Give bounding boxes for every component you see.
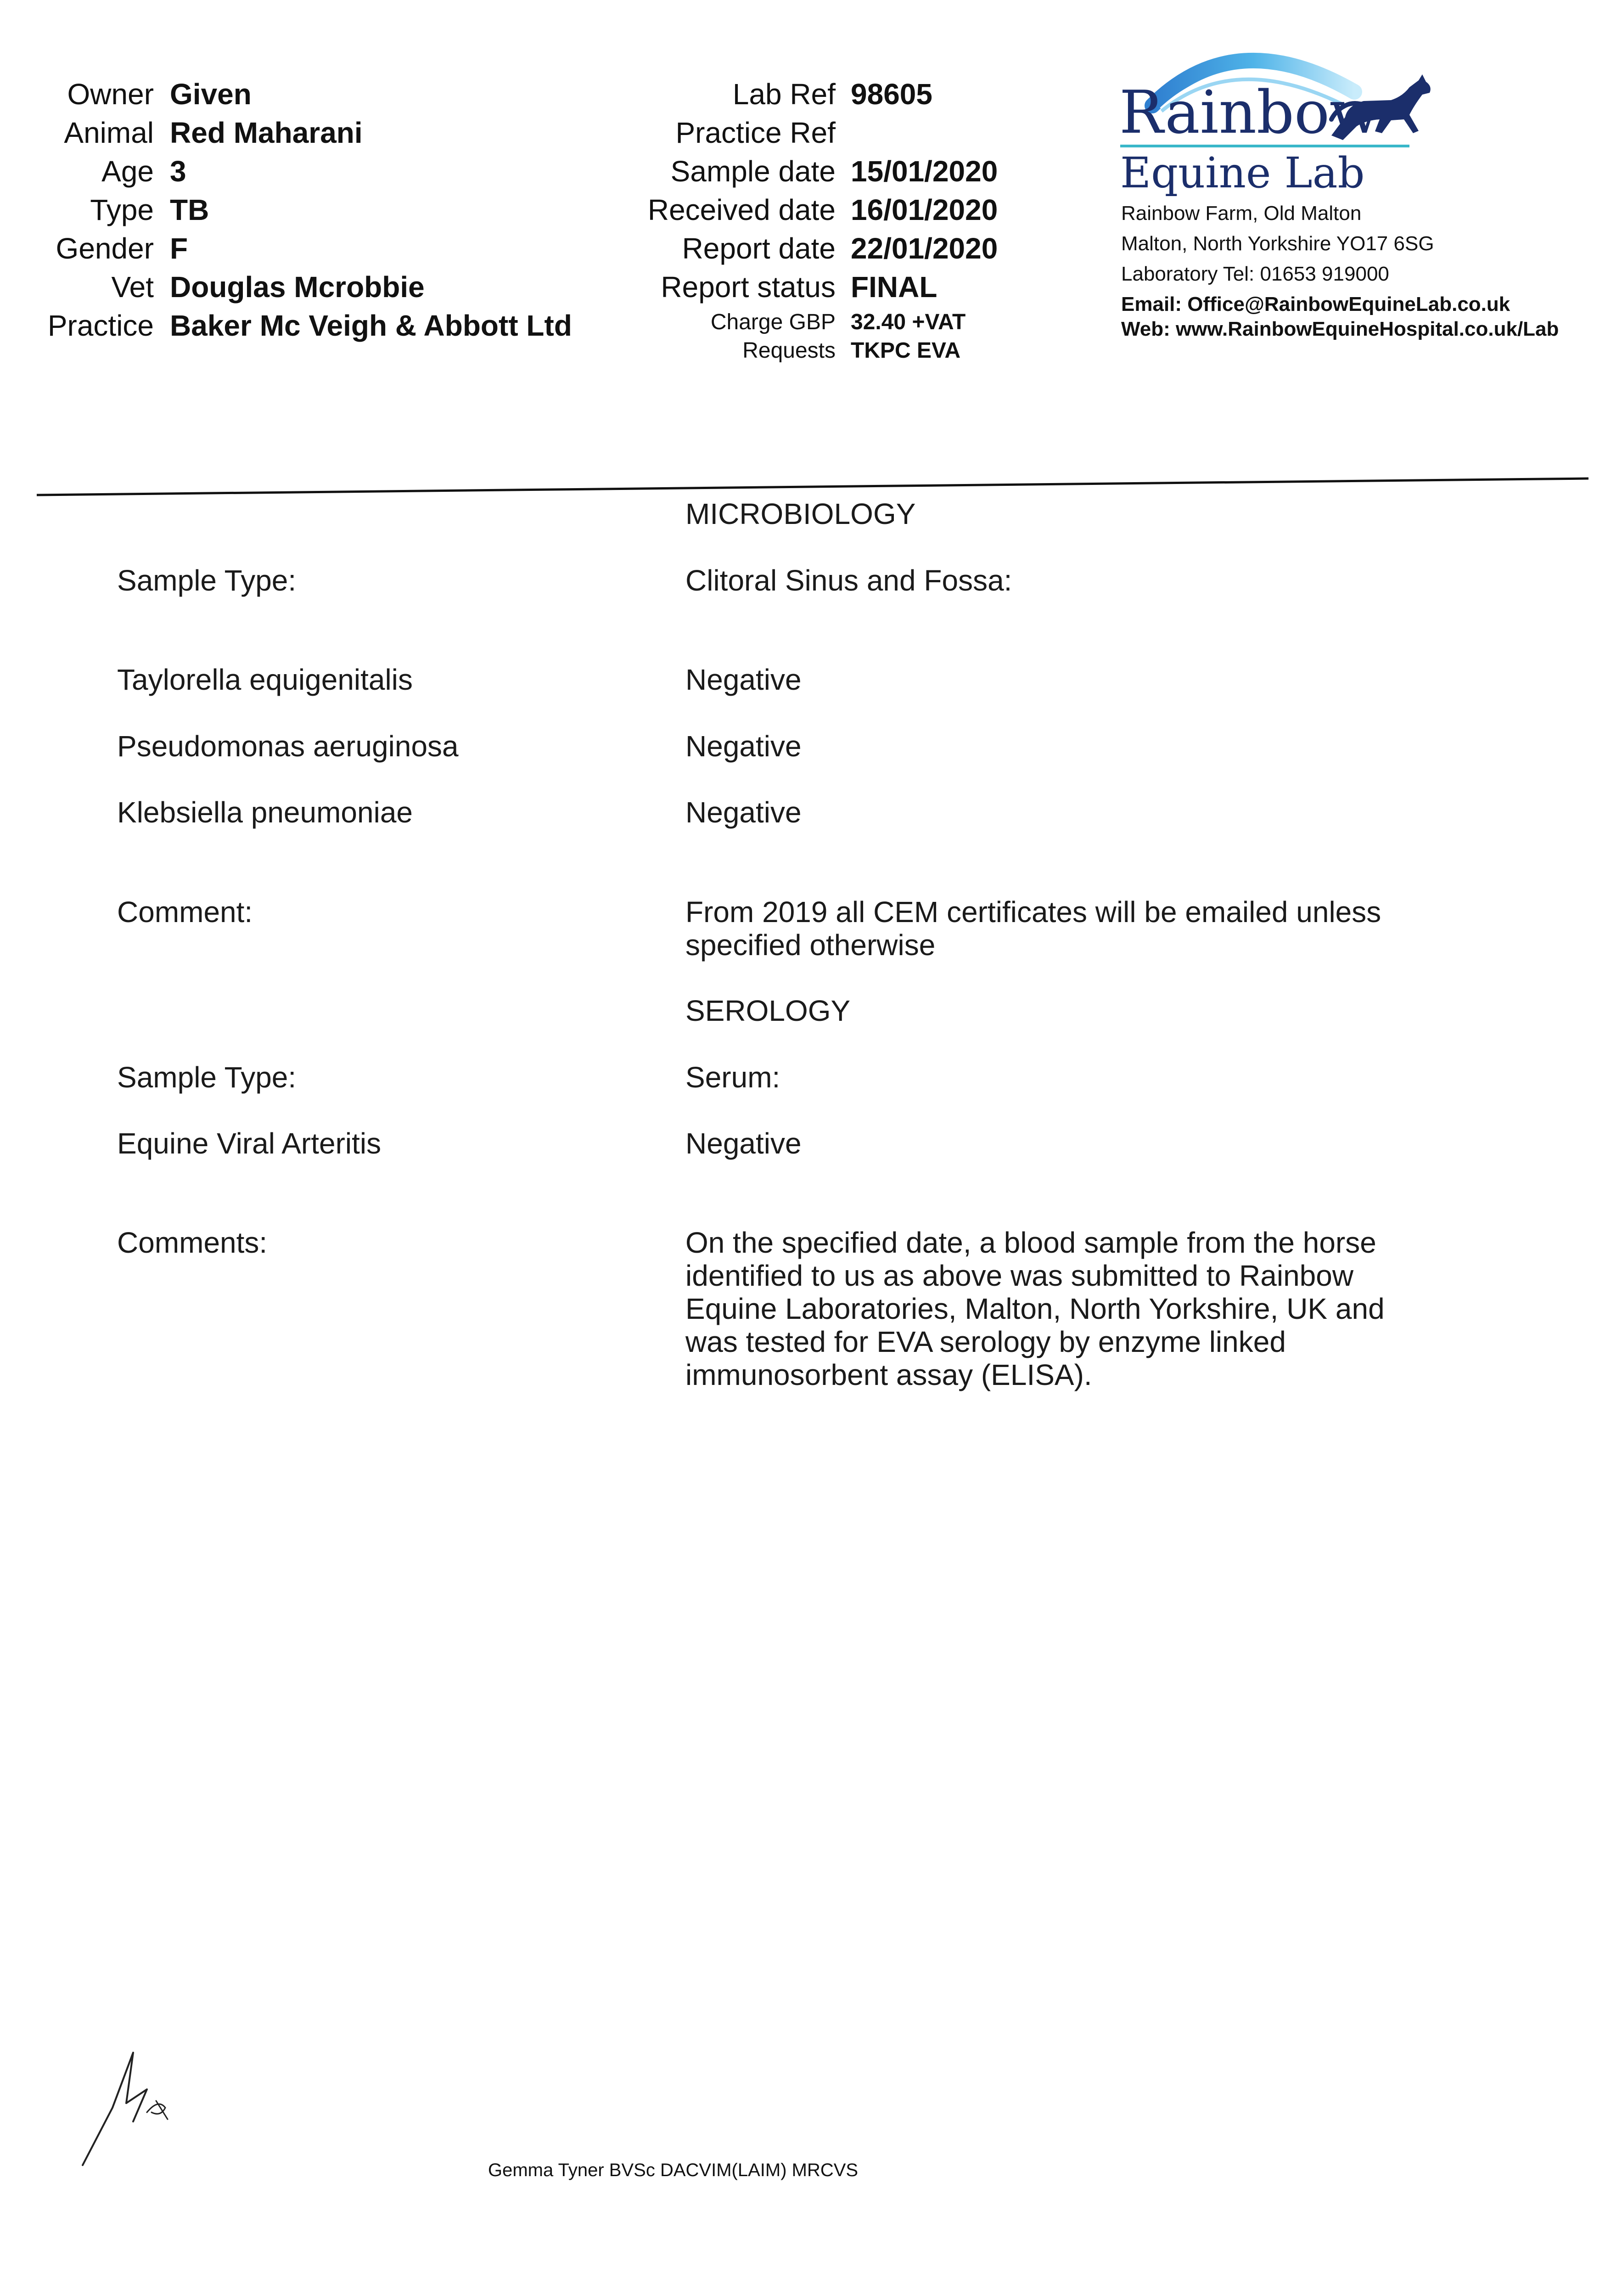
lab-website: Web: www.RainbowEquineHospital.co.uk/Lab <box>1121 318 1559 340</box>
organism-result: Negative <box>685 730 802 763</box>
microbiology-heading: MICROBIOLOGY <box>685 497 916 530</box>
sero-test-result: Negative <box>685 1127 802 1160</box>
charge-label: Charge GBP <box>710 310 836 334</box>
received-date-label: Received date <box>647 193 836 226</box>
sero-sample-type-value: Serum: <box>685 1061 780 1094</box>
vet-value: Douglas Mcrobbie <box>170 270 425 304</box>
lab-email: Email: Office@RainbowEquineLab.co.uk <box>1121 293 1510 315</box>
received-date-value: 16/01/2020 <box>851 193 998 226</box>
organism-result: Negative <box>685 796 802 829</box>
signatory-name: Gemma Tyner BVSc DACVIM(LAIM) MRCVS <box>488 2160 859 2180</box>
vet-label: Vet <box>111 270 154 304</box>
lab-telephone: Laboratory Tel: 01653 919000 <box>1121 263 1389 285</box>
header-divider <box>0 473 1622 501</box>
lab-address-line-1: Rainbow Farm, Old Malton <box>1121 202 1362 225</box>
micro-comment-label: Comment: <box>117 895 253 929</box>
practice-value: Baker Mc Veigh & Abbott Ltd <box>170 309 572 342</box>
organism-name: Taylorella equigenitalis <box>117 663 413 696</box>
gender-label: Gender <box>56 232 154 265</box>
micro-comment-text: From 2019 all CEM certificates will be emailed unless specified otherwise <box>685 895 1381 962</box>
logo-subtitle: Equine Lab <box>1120 148 1365 197</box>
lab-ref-label: Lab Ref <box>732 78 836 111</box>
sample-date-value: 15/01/2020 <box>851 155 998 188</box>
lab-address-line-2: Malton, North Yorkshire YO17 6SG <box>1121 232 1434 255</box>
micro-sample-type-value: Clitoral Sinus and Fossa: <box>685 564 1012 597</box>
practice-label: Practice <box>47 309 154 342</box>
requests-label: Requests <box>742 338 836 363</box>
type-label: Type <box>90 193 154 226</box>
organism-name: Klebsiella pneumoniae <box>117 796 413 829</box>
micro-sample-type-label: Sample Type: <box>117 564 297 597</box>
sero-comments-label: Comments: <box>117 1226 268 1259</box>
sero-comments-text: On the specified date, a blood sample from the horse identified to us as above was submitted to Rainbow Equine Laboratories, Malton, North Yorkshire, UK and was tested for EVA serology by enzyme linked immunosorbent assay (ELISA). <box>685 1226 1385 1391</box>
requests-value: TKPC EVA <box>851 338 961 363</box>
sample-date-label: Sample date <box>670 155 836 188</box>
organism-name: Pseudomonas aeruginosa <box>117 730 459 763</box>
logo-wordmark: Rainbow <box>1119 79 1380 147</box>
gender-value: F <box>170 232 188 265</box>
owner-value: Given <box>170 78 252 111</box>
animal-value: Red Maharani <box>170 116 363 149</box>
type-value: TB <box>170 193 209 226</box>
age-label: Age <box>101 155 154 188</box>
report-status-value: FINAL <box>851 270 937 304</box>
practice-ref-label: Practice Ref <box>675 116 836 149</box>
charge-value: 32.40 +VAT <box>851 310 966 334</box>
report-date-value: 22/01/2020 <box>851 232 998 265</box>
sero-test-name: Equine Viral Arteritis <box>117 1127 382 1160</box>
serology-heading: SEROLOGY <box>685 994 851 1027</box>
owner-label: Owner <box>67 78 154 111</box>
organism-result: Negative <box>685 663 802 696</box>
animal-label: Animal <box>64 116 154 149</box>
sero-sample-type-label: Sample Type: <box>117 1061 297 1094</box>
signature-image <box>78 2043 179 2172</box>
report-date-label: Report date <box>682 232 836 265</box>
age-value: 3 <box>170 155 186 188</box>
lab-ref-value: 98605 <box>851 78 932 111</box>
report-status-label: Report status <box>661 270 836 304</box>
